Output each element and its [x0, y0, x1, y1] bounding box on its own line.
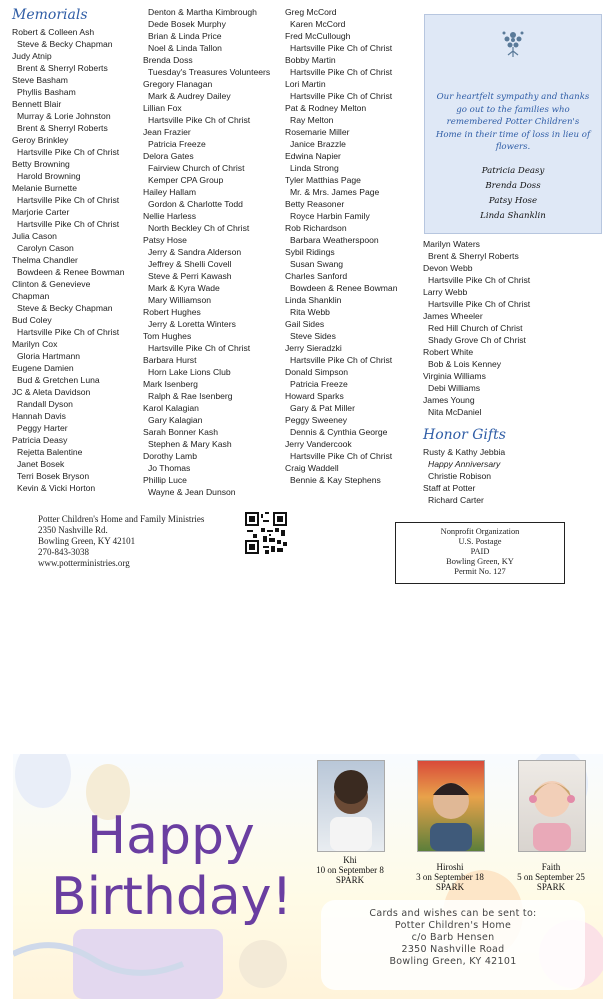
memorials-heading: Memorials: [12, 7, 88, 23]
donor-name: Hartsville Pike Ch of Christ: [17, 219, 120, 229]
address-line: 270-843-3038: [38, 547, 89, 557]
honoree-name: Marilyn Waters: [423, 239, 480, 249]
donor-name: Gary & Pat Miller: [290, 403, 355, 413]
donor-name: Mark & Kyra Wade: [148, 283, 220, 293]
postage-line: PAID: [470, 547, 490, 556]
postage-line: Nonprofit Organization: [440, 527, 520, 536]
honoree-name: James Young: [423, 395, 475, 405]
donor-name: Tuesday's Treasures Volunteers: [148, 67, 271, 77]
donor-name: Brent & Sherryl Roberts: [17, 123, 108, 133]
honoree-name: Betty Reasoner: [285, 199, 345, 209]
honoree-name: Steve Basham: [12, 75, 68, 85]
honoree-name: Hannah Davis: [12, 411, 66, 421]
memorials-column-4-list: [423, 238, 530, 418]
honoree-name: Judy Atnip: [12, 51, 52, 61]
honoree-name: Eugene Damien: [12, 363, 74, 373]
honoree-name: Howard Sparks: [285, 391, 344, 401]
honoree-name: Bud Coley: [12, 315, 52, 325]
donor-name: Hartsville Pike Ch of Christ: [290, 43, 393, 53]
kid-photo-hiroshi: [417, 760, 485, 852]
donor-name: Brian & Linda Price: [148, 31, 222, 41]
honor-gifts-heading: Honor Gifts: [423, 427, 506, 443]
donor-name: Janet Bosek: [17, 459, 65, 469]
honoree-name: Robert Hughes: [143, 307, 201, 317]
donor-name: Peggy Harter: [17, 423, 68, 433]
address-line: 2350 Nashville Rd.: [38, 525, 108, 535]
honoree-name: Tyler Matthias Page: [285, 175, 361, 185]
donor-name: Carolyn Cason: [17, 243, 74, 253]
honoree-name: Nellie Harless: [143, 211, 197, 221]
honoree-name: Peggy Sweeney: [285, 415, 348, 425]
donor-name: Hartsville Pike Ch of Christ: [428, 275, 531, 285]
donor-name: Debi Williams: [428, 383, 481, 393]
mail-line: c/o Barb Hensen: [411, 932, 495, 943]
honoree-name: Robert White: [423, 347, 474, 357]
donor-name: Barbara Weatherspoon: [290, 235, 379, 245]
donor-name: Janice Brazzle: [290, 139, 346, 149]
donor-name: Hartsville Pike Ch of Christ: [17, 147, 120, 157]
donor-name: Gordon & Charlotte Todd: [148, 199, 243, 209]
birthday-title: Birthday!: [51, 867, 293, 927]
kid-caption-khi: Khi 10 on September 8 SPARK: [316, 855, 384, 885]
memorials-column-2: [143, 6, 270, 498]
honoree-name: Greg McCord: [285, 7, 337, 17]
honoree-name: Virginia Williams: [423, 371, 486, 381]
mail-line: Potter Children's Home: [394, 920, 512, 931]
donor-name: Harold Browning: [17, 171, 81, 181]
honoree-name: Gail Sides: [285, 319, 325, 329]
honoree-name: Phillip Luce: [143, 475, 187, 485]
honor-gifts-list: [423, 446, 530, 506]
mail-line: Bowling Green, KY 42101: [389, 956, 517, 967]
honoree-name: Edwina Napier: [285, 151, 341, 161]
donor-name: Terri Bosek Bryson: [17, 471, 90, 481]
sympathy-name: Brenda Doss: [485, 180, 541, 191]
donor-name: Happy Anniversary: [428, 459, 501, 469]
honoree-name: Lillian Fox: [143, 103, 182, 113]
donor-name: Red Hill Church of Christ: [428, 323, 523, 333]
honoree-name: Bobby Martin: [285, 55, 336, 65]
honoree-name: Barbara Hurst: [143, 355, 197, 365]
donor-name: Mark & Audrey Dailey: [148, 91, 231, 101]
qr-code-icon: [245, 512, 287, 554]
return-address: [38, 514, 204, 569]
honoree-name: Gregory Flanagan: [143, 79, 213, 89]
donor-name: Phyllis Basham: [17, 87, 76, 97]
honoree-name: Larry Webb: [423, 287, 468, 297]
donor-name: Wayne & Jean Dunson: [148, 487, 236, 497]
kid-caption-hiroshi: Hiroshi 3 on September 18 SPARK: [416, 862, 484, 892]
donor-name: Jo Thomas: [148, 463, 191, 473]
donor-name: Jerry & Sandra Alderson: [148, 247, 242, 257]
honoree-name: Geroy Brinkley: [12, 135, 69, 145]
honoree-name: JC & Aleta Davidson: [12, 387, 91, 397]
honoree-name: Jean Frazier: [143, 127, 191, 137]
donor-name: Denton & Martha Kimbrough: [148, 7, 257, 17]
honoree-name: Jerry Vandercook: [285, 439, 352, 449]
honoree-name: Donald Simpson: [285, 367, 349, 377]
honoree-name: Clinton & Genevieve: [12, 279, 91, 289]
honoree-name: Marilyn Cox: [12, 339, 58, 349]
donor-name: Dede Bosek Murphy: [148, 19, 226, 29]
honoree-name: Bennett Blair: [12, 99, 62, 109]
honoree-name: Delora Gates: [143, 151, 194, 161]
donor-name: Patricia Freeze: [148, 139, 206, 149]
honoree-name: Chapman: [12, 291, 50, 301]
donor-name: Ray Melton: [290, 115, 334, 125]
address-line: Bowling Green, KY 42101: [38, 536, 136, 546]
sympathy-name: Patricia Deasy: [481, 165, 545, 176]
donor-name: Rejetta Balentine: [17, 447, 83, 457]
donor-name: Gloria Hartmann: [17, 351, 81, 361]
donor-name: Hartsville Pike Ch of Christ: [290, 91, 393, 101]
honoree-name: Sarah Bonner Kash: [143, 427, 219, 437]
address-line: www.potterministries.org: [38, 558, 130, 568]
donor-name: Hartsville Pike Ch of Christ: [17, 195, 120, 205]
donor-name: Steve Sides: [290, 331, 336, 341]
donor-name: Bowdeen & Renee Bowman: [290, 283, 398, 293]
donor-name: Hartsville Pike Ch of Christ: [17, 327, 120, 337]
honoree-name: Rob Richardson: [285, 223, 347, 233]
flower-icon: [425, 23, 601, 63]
birthday-mail-address: [321, 900, 585, 990]
donor-name: Jeffrey & Shelli Covell: [148, 259, 232, 269]
donor-name: Stephen & Mary Kash: [148, 439, 232, 449]
donor-name: Steve & Becky Chapman: [17, 39, 113, 49]
sympathy-message: Our heartfelt sympathy and thanks go out to the families who remembered Potter Children's Home in their time of loss in lieu of flowers.: [435, 92, 591, 152]
honoree-name: Melanie Burnette: [12, 183, 77, 193]
honoree-name: Dorothy Lamb: [143, 451, 197, 461]
honoree-name: Marjorie Carter: [12, 207, 70, 217]
donor-name: Nita McDaniel: [428, 407, 482, 417]
honoree-name: Fred McCullough: [285, 31, 351, 41]
donor-name: Hartsville Pike Ch of Christ: [290, 355, 393, 365]
donor-name: Royce Harbin Family: [290, 211, 370, 221]
donor-name: Steve & Perri Kawash: [148, 271, 232, 281]
postage-permit-box: [395, 522, 565, 584]
donor-name: North Beckley Ch of Christ: [148, 223, 250, 233]
happy-title: Happy: [87, 806, 255, 866]
donor-name: Mary Williamson: [148, 295, 212, 305]
donor-name: Karen McCord: [290, 19, 346, 29]
donor-name: Randall Dyson: [17, 399, 73, 409]
donor-name: Susan Swang: [290, 259, 344, 269]
kid-photo-khi: [317, 760, 385, 852]
donor-name: Bowdeen & Renee Bowman: [17, 267, 125, 277]
sympathy-name: Patsy Hose: [488, 195, 538, 206]
honoree-name: Staff at Potter: [423, 483, 476, 493]
honoree-name: Mark Isenberg: [143, 379, 198, 389]
donor-name: Hartsville Pike Ch of Christ: [148, 115, 251, 125]
sympathy-name: Linda Shanklin: [480, 210, 546, 221]
kid-caption-faith: Faith 5 on September 25 SPARK: [517, 862, 585, 892]
honoree-name: Rosemarie Miller: [285, 127, 350, 137]
donor-name: Bennie & Kay Stephens: [290, 475, 381, 485]
birthday-panel: [13, 754, 603, 999]
donor-name: Bud & Gretchen Luna: [17, 375, 100, 385]
honoree-name: Charles Sanford: [285, 271, 348, 281]
donor-name: Jerry & Loretta Winters: [148, 319, 236, 329]
honoree-name: Robert & Colleen Ash: [12, 27, 95, 37]
honoree-name: Karol Kalagian: [143, 403, 199, 413]
honoree-name: Brenda Doss: [143, 55, 193, 65]
postage-line: Bowling Green, KY: [446, 557, 514, 566]
memorials-column-1: [12, 6, 125, 494]
postage-line: Permit No. 127: [454, 567, 506, 576]
donor-name: Noel & Linda Tallon: [148, 43, 222, 53]
sympathy-names: [425, 164, 601, 224]
donor-name: Kemper CPA Group: [148, 175, 224, 185]
donor-name: Hartsville Pike Ch of Christ: [290, 67, 393, 77]
honoree-name: Betty Browning: [12, 159, 70, 169]
sympathy-box: [424, 14, 602, 234]
honoree-name: Craig Waddell: [285, 463, 339, 473]
kid-photo-faith: [518, 760, 586, 852]
honoree-name: Devon Webb: [423, 263, 473, 273]
honoree-name: Patsy Hose: [143, 235, 187, 245]
honoree-name: Thelma Chandler: [12, 255, 78, 265]
memorials-column-4: [423, 238, 530, 506]
honoree-name: Pat & Rodney Melton: [285, 103, 367, 113]
donor-name: Steve & Becky Chapman: [17, 303, 113, 313]
memorials-column-3: [285, 6, 398, 486]
mail-line: Cards and wishes can be sent to:: [369, 908, 537, 919]
donor-name: Murray & Lorie Johnston: [17, 111, 111, 121]
donor-name: Richard Carter: [428, 495, 484, 505]
honoree-name: Patricia Deasy: [12, 435, 68, 445]
donor-name: Mr. & Mrs. James Page: [290, 187, 380, 197]
donor-name: Gary Kalagian: [148, 415, 203, 425]
donor-name: Linda Strong: [290, 163, 339, 173]
honoree-name: Jerry Sieradzki: [285, 343, 342, 353]
donor-name: Hartsville Pike Ch of Christ: [428, 299, 531, 309]
donor-name: Patricia Freeze: [290, 379, 348, 389]
address-line: Potter Children's Home and Family Ministries: [38, 514, 205, 524]
donor-name: Rita Webb: [290, 307, 330, 317]
donor-name: Brent & Sherryl Roberts: [428, 251, 519, 261]
honoree-name: Linda Shanklin: [285, 295, 342, 305]
honoree-name: Sybil Ridings: [285, 247, 335, 257]
honoree-name: Tom Hughes: [143, 331, 192, 341]
donor-name: Hartsville Pike Ch of Christ: [148, 343, 251, 353]
donor-name: Christie Robison: [428, 471, 492, 481]
honoree-name: Hailey Hallam: [143, 187, 197, 197]
donor-name: Dennis & Cynthia George: [290, 427, 388, 437]
donor-name: Bob & Lois Kenney: [428, 359, 502, 369]
donor-name: Horn Lake Lions Club: [148, 367, 231, 377]
donor-name: Ralph & Rae Isenberg: [148, 391, 233, 401]
postage-line: U.S. Postage: [458, 537, 502, 546]
honoree-name: James Wheeler: [423, 311, 483, 321]
honoree-name: Lori Martin: [285, 79, 326, 89]
honoree-name: Rusty & Kathy Jebbia: [423, 447, 506, 457]
donor-name: Kevin & Vicki Horton: [17, 483, 96, 493]
donor-name: Shady Grove Ch of Christ: [428, 335, 526, 345]
donor-name: Brent & Sherryl Roberts: [17, 63, 108, 73]
honoree-name: Julia Cason: [12, 231, 57, 241]
mail-line: 2350 Nashville Road: [401, 944, 505, 955]
donor-name: Hartsville Pike Ch of Christ: [290, 451, 393, 461]
donor-name: Fairview Church of Christ: [148, 163, 245, 173]
